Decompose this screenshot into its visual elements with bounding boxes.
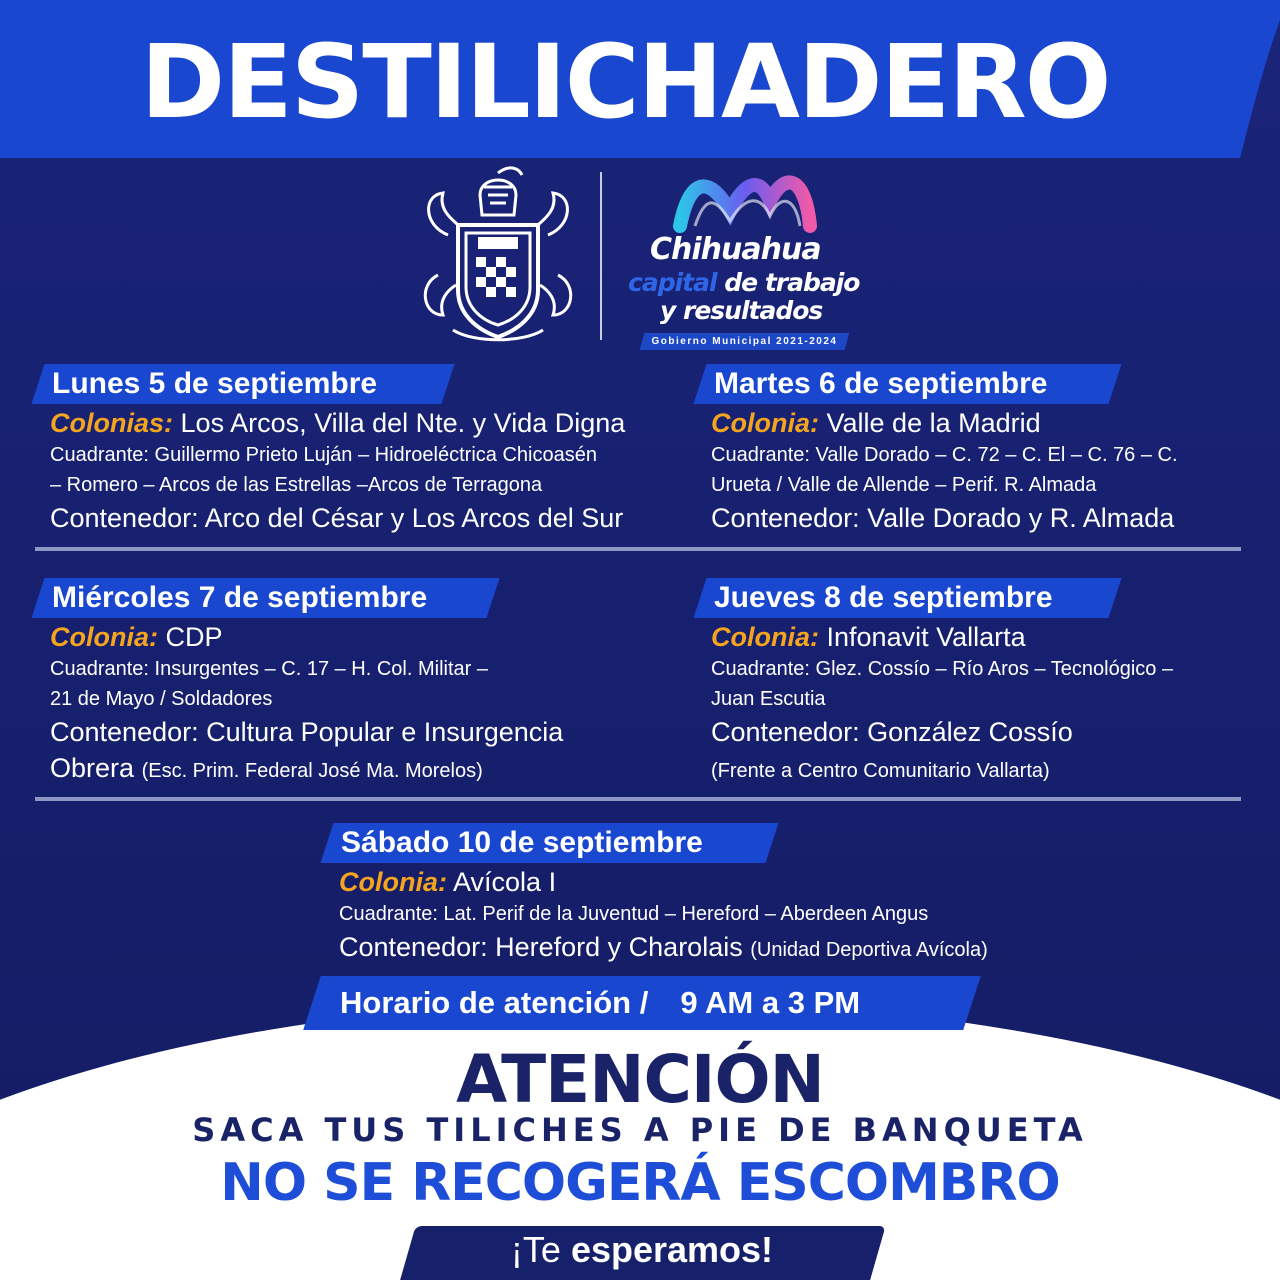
contenedor-line: Contenedor: González Cossío xyxy=(711,717,1073,747)
colonia-value: Los Arcos, Villa del Nte. y Vida Digna xyxy=(180,408,626,438)
notice-heading: ATENCIÓN xyxy=(456,1041,824,1118)
notice-line-2: NO SE RECOGERÁ ESCOMBRO xyxy=(220,1153,1060,1213)
day-header xyxy=(38,578,678,618)
contenedor-note: (Unidad Deportiva Avícola) xyxy=(750,939,988,961)
contenedor-note: (Esc. Prim. Federal José Ma. Morelos) xyxy=(141,760,483,782)
crest-logo-icon xyxy=(418,165,578,350)
contenedor-line xyxy=(327,929,1147,968)
colonia-label: Colonia: xyxy=(711,408,819,438)
closing-banner xyxy=(407,1226,877,1280)
cuadrante-line: Juan Escutia xyxy=(711,688,826,710)
day-block-thursday xyxy=(700,578,1260,789)
horario-banner xyxy=(312,976,972,1030)
day-title: Lunes 5 de septiembre xyxy=(52,367,378,400)
horario-label: Horario de atención / xyxy=(340,985,649,1020)
colonia-label: Colonias: xyxy=(50,408,174,438)
colonia-label: Colonia: xyxy=(711,622,819,652)
closing-bold: esperamos! xyxy=(570,1229,774,1270)
day-block-saturday xyxy=(327,823,1147,968)
municipal-period-badge xyxy=(640,333,850,350)
day-title: Sábado 10 de septiembre xyxy=(341,826,703,859)
day-title: Jueves 8 de septiembre xyxy=(714,581,1053,614)
horario-hours: 9 AM a 3 PM xyxy=(680,985,861,1020)
colonia-line xyxy=(700,406,1260,440)
contenedor-line: Contenedor: Valle Dorado y R. Almada xyxy=(711,503,1175,533)
slogan-rest: de trabajo xyxy=(724,268,860,297)
cuadrante-line: Cuadrante: Insurgentes – C. 17 – H. Col. Militar – xyxy=(50,658,488,680)
municipal-period-text: Gobierno Municipal 2021-2024 xyxy=(651,336,838,347)
page-title: DESTILICHADERO xyxy=(140,23,1110,142)
closing-prefix: ¡Te xyxy=(510,1229,561,1270)
cuadrante-line: Urueta / Valle de Allende – Perif. R. Almada xyxy=(711,474,1097,496)
municipal-slogan xyxy=(628,268,859,297)
notice-line-1: SACA TUS TILICHES A PIE DE BANQUETA xyxy=(192,1111,1088,1149)
section-divider xyxy=(35,547,1241,551)
contenedor-line xyxy=(700,750,1260,789)
contenedor-note: (Frente a Centro Comunitario Vallarta) xyxy=(711,760,1050,782)
contenedor-line xyxy=(38,750,678,789)
colonia-line xyxy=(700,620,1260,654)
day-block-wednesday xyxy=(38,578,678,789)
municipal-name: Chihuahua xyxy=(650,232,821,267)
colonia-value: CDP xyxy=(165,622,223,652)
day-header xyxy=(700,364,1260,404)
day-title: Martes 6 de septiembre xyxy=(714,367,1048,400)
colonia-label: Colonia: xyxy=(339,867,447,897)
cuadrante-line: Cuadrante: Valle Dorado – C. 72 – C. El – C. 76 – C. xyxy=(711,444,1178,466)
cuadrante-line: 21 de Mayo / Soldadores xyxy=(50,688,273,710)
colonia-label: Colonia: xyxy=(50,622,158,652)
contenedor-line: Contenedor: Arco del César y Los Arcos del Sur xyxy=(50,503,624,533)
day-title: Miércoles 7 de septiembre xyxy=(52,581,428,614)
municipal-slogan-line3: y resultados xyxy=(660,296,823,325)
contenedor-line: Contenedor: Cultura Popular e Insurgencia xyxy=(50,717,564,747)
cuadrante-line: Cuadrante: Lat. Perif de la Juventud – Hereford – Aberdeen Angus xyxy=(339,903,929,925)
cuadrante-line: Cuadrante: Glez. Cossío – Río Aros – Tecnológico – xyxy=(711,658,1174,680)
day-header xyxy=(700,578,1260,618)
day-header xyxy=(38,364,678,404)
colonia-line xyxy=(327,865,1147,899)
section-divider xyxy=(35,797,1241,801)
cuadrante-line: – Romero – Arcos de las Estrellas –Arcos de Terragona xyxy=(50,474,543,496)
colonia-line xyxy=(38,620,678,654)
day-header xyxy=(327,823,1147,863)
slogan-highlight: capital xyxy=(628,268,717,297)
colonia-value: Avícola I xyxy=(453,867,557,897)
colonia-value: Infonavit Vallarta xyxy=(826,622,1026,652)
contenedor-continued: Obrera xyxy=(50,753,135,783)
day-block-tuesday xyxy=(700,364,1260,536)
contenedor-main: Contenedor: Hereford y Charolais xyxy=(339,932,743,962)
colonia-value: Valle de la Madrid xyxy=(826,408,1041,438)
logo-divider xyxy=(600,172,602,340)
cuadrante-line: Cuadrante: Guillermo Prieto Luján – Hidroeléctrica Chicoasén xyxy=(50,444,597,466)
day-block-monday xyxy=(38,364,678,536)
colonia-line xyxy=(38,406,678,440)
